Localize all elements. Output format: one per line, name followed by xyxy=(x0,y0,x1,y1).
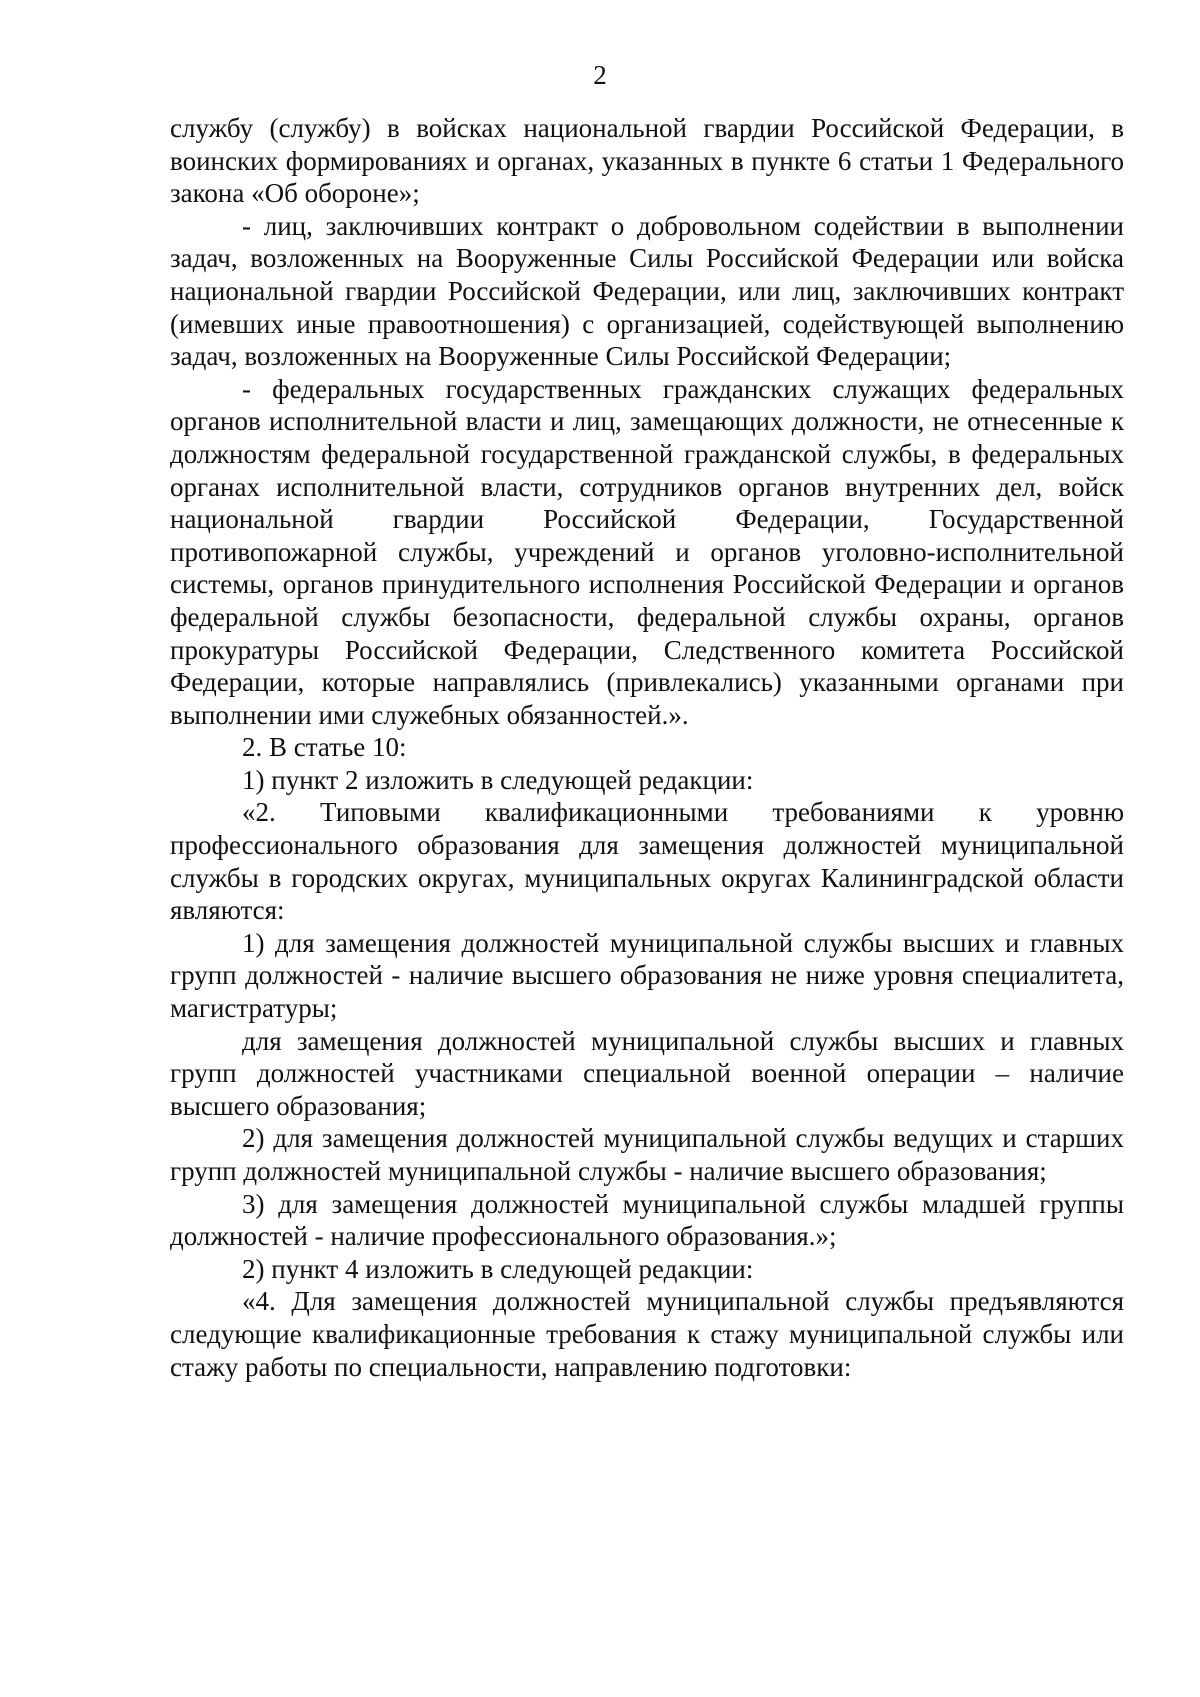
paragraph-11: 2) пункт 4 изложить в следующей редакции: xyxy=(242,1253,754,1284)
paragraph-12: «4. Для замещения должностей муниципальной службы предъявляются следующие квалификационные требования к стажу муниципальной службы или стажу работы по специальности, направлению подготовки: xyxy=(170,1286,1124,1382)
paragraph-10: 3) для замещения должностей муниципальной службы младшей группы должностей - наличие профессионального образования.»; xyxy=(170,1188,1124,1252)
paragraph-6: «2. Типовыми квалификационными требованиями к уровню профессионального образования для замещения должностей муниципальной службы в городских округах, муниципальных округах Калининградской области являются: xyxy=(170,797,1124,926)
paragraph-3: - федеральных государственных гражданских служащих федеральных органов исполнительной власти и лиц, замещающих должности, не отнесенные к должностям федеральной государственной гражданской службы, в федеральных органах исполнительной власти, сотрудников органов внутренних дел, войск национальной гвардии Российской Федерации, Государственной противопожарной службы, учреждений и органов уголовно-исполнительной системы, органов принудительного исполнения Российской Федерации и органов федеральной службы безопасности, федеральной службы охраны, органов прокуратуры Российской Федерации, Следственного комитета Российской Федерации, которые направлялись (привлекались) указанными органами при выполнении ими служебных обязанностей.». xyxy=(170,373,1124,730)
paragraph-7: 1) для замещения должностей муниципальной службы высших и главных групп должностей - наличие высшего образования не ниже уровня специалитета, магистратуры; xyxy=(170,927,1124,1024)
paragraph-5: 1) пункт 2 изложить в следующей редакции: xyxy=(242,764,754,795)
page-number: 2 xyxy=(593,60,607,90)
paragraph-1: службу (службу) в войсках национальной гвардии Российской Федерации, в воинских формированиях и органах, указанных в пункте 6 статьи 1 Федерального закона «Об обороне»; xyxy=(170,113,1124,209)
paragraph-8: для замещения должностей муниципальной службы высших и главных групп должностей участниками специальной военной операции – наличие высшего образования; xyxy=(170,1025,1124,1121)
paragraph-4: 2. В статье 10: xyxy=(242,732,407,763)
paragraph-2: - лиц, заключивших контракт о добровольном содействии в выполнении задач, возложенных на Вооруженные Силы Российской Федерации или войска национальной гвардии Российской Федерации, или лиц, заключивших контракт (имевших иные правоотношения) с организацией, содействующей выполнению задач, возложенных на Вооруженные Силы Российской Федерации; xyxy=(170,210,1124,372)
paragraph-9: 2) для замещения должностей муниципальной службы ведущих и старших групп должностей муниципальной службы - наличие высшего образования; xyxy=(170,1123,1124,1186)
document-body xyxy=(170,112,1124,1383)
